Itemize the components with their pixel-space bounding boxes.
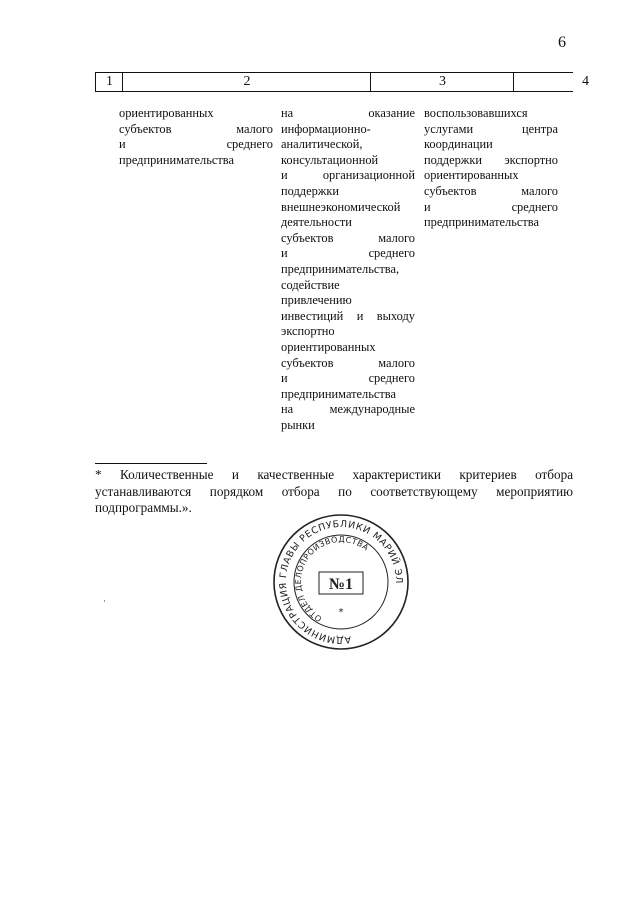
text-line [424, 200, 558, 216]
word: субъектов [281, 355, 334, 370]
text-line [281, 215, 415, 231]
word: деятельности [281, 215, 352, 230]
word: критериев [459, 467, 517, 482]
word: Количественные [120, 467, 214, 482]
text-line [95, 467, 573, 484]
word: рынки [281, 417, 315, 432]
word: предпринимательства, [281, 261, 400, 276]
word: по [338, 483, 352, 499]
text-line [281, 340, 415, 356]
official-seal-stamp [271, 512, 411, 652]
text-line [281, 278, 415, 294]
word: и [281, 168, 288, 183]
text-line [424, 168, 558, 184]
table-header-cell: 4 [513, 73, 640, 91]
word: и [281, 246, 288, 261]
table-cell-col4 [424, 106, 558, 231]
word: предпринимательства [119, 152, 234, 167]
text-line [281, 324, 415, 340]
word: предпринимательства [281, 386, 396, 401]
word: среднего [511, 199, 558, 214]
scan-speck [104, 600, 105, 602]
page-number: 6 [558, 34, 566, 51]
word: малого [521, 183, 558, 198]
text-line [119, 122, 273, 138]
word: субъектов [281, 230, 334, 245]
word: привлечению [281, 293, 352, 308]
word: оказание [368, 106, 415, 120]
word: экспортно [281, 324, 335, 339]
word: мероприятию [496, 483, 573, 499]
word: аналитической, [281, 137, 363, 152]
word: и [356, 308, 364, 323]
text-line [281, 246, 415, 262]
stamp-star: * [338, 607, 344, 618]
text-line [95, 484, 573, 501]
stamp-outer-text: АДМИНИСТРАЦИЯ ГЛАВЫ РЕСПУБЛИКИ МАРИЙ ЭЛ [277, 518, 405, 646]
text-line [424, 153, 558, 169]
word: на [281, 402, 294, 417]
text-line [281, 402, 415, 418]
word: качественные [257, 467, 335, 482]
text-line [281, 262, 415, 278]
text-line [281, 309, 415, 325]
text-line [281, 106, 415, 122]
table-header-row [95, 72, 589, 92]
word: ориентированных [281, 339, 376, 354]
stamp-number: №1 [328, 576, 354, 593]
footnote [95, 467, 573, 517]
word: подпрограммы.». [95, 500, 192, 515]
table-header-cell: 3 [370, 73, 514, 91]
text-line [424, 106, 558, 122]
word: * [95, 467, 102, 482]
svg-text:ОТДЕЛ ДЕЛОПРОИЗВОДСТВА [277, 518, 371, 627]
word: устанавливаются [95, 483, 192, 499]
text-line [281, 122, 415, 138]
word: центра [521, 121, 558, 136]
word: поддержки [424, 152, 482, 167]
word: услугами [424, 121, 474, 136]
word: среднего [226, 137, 273, 152]
word: соответствующему [370, 483, 478, 499]
word: и [231, 467, 239, 482]
word: предпринимательства [424, 215, 539, 230]
text-line [281, 168, 415, 184]
text-line [281, 231, 415, 247]
table-header-cell: 2 [122, 73, 371, 91]
table-cell-col3 [281, 106, 415, 433]
word: и [281, 371, 288, 386]
word: организационной [322, 168, 415, 183]
word: малого [378, 230, 415, 245]
word: информационно- [281, 121, 371, 136]
text-line [424, 215, 558, 231]
text-line [281, 293, 415, 309]
word: содействие [281, 277, 340, 292]
text-line [281, 356, 415, 372]
text-line [281, 200, 415, 216]
word: характеристики [352, 467, 441, 482]
word: и [119, 137, 126, 152]
word: на [281, 106, 294, 120]
word: порядком [209, 483, 264, 499]
table-header-cell: 1 [95, 73, 123, 91]
word: выходу [376, 308, 415, 323]
word: субъектов [424, 183, 477, 198]
text-line [281, 153, 415, 169]
text-line [119, 137, 273, 153]
word: внешнеэкономической [281, 199, 401, 214]
word: среднего [368, 371, 415, 386]
text-line [424, 122, 558, 138]
text-line [281, 371, 415, 387]
word: международные [329, 402, 415, 417]
text-line [119, 153, 273, 169]
text-line [119, 106, 273, 122]
word: воспользовавшихся [424, 106, 528, 120]
word: ориентированных [424, 168, 519, 183]
text-line [424, 137, 558, 153]
word: малого [378, 355, 415, 370]
word: консультационной [281, 152, 379, 167]
word: отбора [281, 483, 320, 499]
text-line [424, 184, 558, 200]
word: и [424, 199, 431, 214]
text-line [281, 184, 415, 200]
word: отбора [535, 467, 574, 482]
word: среднего [368, 246, 415, 261]
text-line [281, 137, 415, 153]
footnote-divider [95, 463, 207, 464]
word: поддержки [281, 183, 339, 198]
text-line [281, 418, 415, 434]
stamp-inner-text: ОТДЕЛ ДЕЛОПРОИЗВОДСТВА [293, 534, 371, 624]
table-cell-col2 [119, 106, 273, 168]
word: координации [424, 137, 493, 152]
word: малого [236, 121, 273, 136]
word: ориентированных [119, 106, 214, 120]
word: субъектов [119, 121, 172, 136]
word: инвестиций [281, 308, 344, 323]
word: экспортно [504, 152, 558, 167]
text-line [281, 387, 415, 403]
